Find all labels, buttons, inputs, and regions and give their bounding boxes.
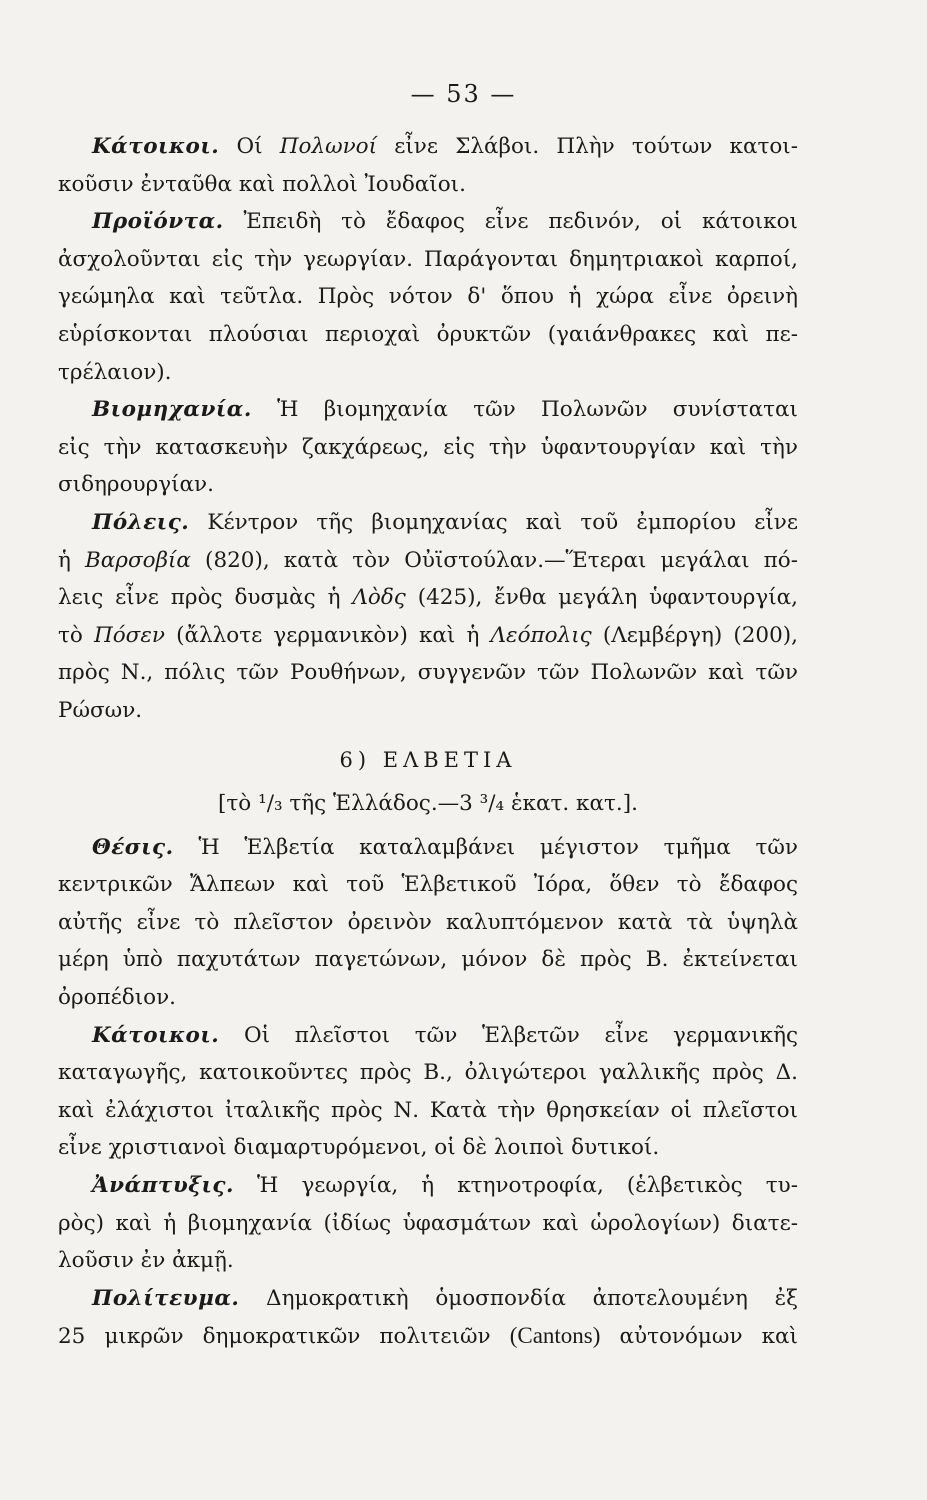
text-run: Οἱ πλεῖστοι τῶν Ἑλβετῶν εἶνε γερμανικῆς (219, 1022, 798, 1048)
text-line: ὀροπέδιον. (58, 985, 177, 1011)
text-line: λοῦσιν ἐν ἀκμῇ. (58, 1248, 234, 1274)
text-line: καὶ ἐλάχιστοι ἰταλικῆς πρὸς Ν. Κατὰ τὴν θρησκείαν οἱ πλεῖστοι (58, 1097, 798, 1123)
text-run: εἶνε Σλάβοι. Πλὴν τούτων κατοι- (377, 134, 798, 159)
paragraph-heading: Κάτοικοι. (92, 1022, 220, 1048)
text-run: λεις εἶνε πρὸς δυσμὰς ἡ (58, 585, 353, 611)
paragraph-heading: Πολίτευμα. (92, 1285, 240, 1311)
page-body (58, 128, 798, 1356)
paragraph-heading: Θέσις. (92, 834, 174, 860)
text-line (58, 542, 798, 580)
text-run: αὐτονόμων καὶ (600, 1324, 798, 1350)
text-run: 25 μικρῶν δημοκρατικῶν πολιτειῶν (58, 1324, 510, 1350)
section-note: [τὸ ¹/₃ τῆς Ἑλλάδος.—3 ³/₄ ἑκατ. κατ.]. (218, 791, 638, 817)
text-line (58, 579, 798, 617)
paragraph-thesis (58, 829, 798, 1017)
paragraph-poleis (58, 504, 798, 730)
text-run: Ἡ Ἑλβετία καταλαμβάνει μέγιστον τμῆμα τῶν (173, 834, 798, 860)
italic-term: Πολωνοί (279, 134, 378, 159)
text-line (58, 504, 798, 542)
text-line: σιδηρουργίαν. (58, 472, 214, 498)
text-run: (820), κατὰ τὸν Οὐϊστούλαν.—Ἕτεραι μεγάλαι πό- (190, 547, 798, 573)
text-line: εἶνε χριστιανοὶ διαμαρτυρόμενοι, οἱ δὲ λοιποὶ δυτικοί. (58, 1135, 660, 1161)
paragraph-politeuma (58, 1280, 798, 1356)
text-line: εἰς τὴν κατασκευὴν ζακχάρεως, εἰς τὴν ὑφαντουργίαν καὶ τὴν (58, 434, 798, 460)
paragraph-katoikoi-switzerland (58, 1017, 798, 1167)
latin-term: (Cantons) (509, 1323, 601, 1349)
paragraph-proionta (58, 203, 798, 391)
text-line: μέρη ὑπὸ παχυτάτων παγετώνων, μόνον δὲ πρὸς Β. ἐκτείνεται (58, 947, 798, 973)
text-line: αὐτῆς εἶνε τὸ πλεῖστον ὀρεινὸν καλυπτόμενον κατὰ τὰ ὑψηλὰ (58, 909, 798, 935)
text-line: ἀσχολοῦνται εἰς τὴν γεωργίαν. Παράγονται δημητριακοὶ καρποί, (58, 246, 798, 272)
paragraph-anaptyxis (58, 1167, 798, 1280)
text-line (58, 1317, 798, 1356)
text-line: εὑρίσκονται πλούσιαι περιοχαὶ ὀρυκτῶν (γαιάνθρακες καὶ πε- (58, 321, 798, 347)
text-run: (Λεμβέργη) (200), (591, 622, 798, 648)
paragraph-katoikoi-poland (58, 128, 798, 203)
section-title: 6) ΕΛΒΕΤΙΑ (339, 747, 517, 772)
text-run: Δημοκρατικὴ ὁμοσπονδία ἀποτελουμένη ἐξ (239, 1285, 798, 1311)
text-line (58, 617, 798, 655)
text-run: ἡ (58, 547, 85, 573)
text-line: κεντρικῶν Ἄλπεων καὶ τοῦ Ἑλβετικοῦ Ἰόρα, ὅθεν τὸ ἔδαφος (58, 872, 798, 898)
text-run: Ἡ βιομηχανία τῶν Πολωνῶν συνίσταται (251, 397, 798, 423)
text-line (58, 1017, 798, 1055)
text-line (58, 128, 798, 166)
text-line (58, 829, 798, 867)
text-run: τὸ (58, 622, 94, 648)
text-line: τρέλαιον). (58, 359, 172, 385)
text-run: (425), ἔνθα μεγάλη ὑφαντουργία, (405, 585, 799, 611)
page-number: — 53 — (410, 80, 517, 108)
text-line: γεώμηλα καὶ τεῦτλα. Πρὸς νότον δ' ὅπου ἡ χώρα εἶνε ὀρεινὴ (58, 284, 798, 310)
paragraph-heading: Ἀνάπτυξις. (92, 1173, 234, 1199)
italic-term: Λὸδς (352, 585, 406, 611)
paragraph-heading: Πόλεις. (92, 509, 190, 535)
text-run: Ἐπειδὴ τὸ ἔδαφος εἶνε πεδινόν, οἱ κάτοικοι (223, 209, 798, 235)
text-run: Ἡ γεωργία, ἡ κτηνοτροφία, (ἑλβετικὸς τυ- (233, 1173, 798, 1199)
text-line (58, 1167, 798, 1205)
text-line (58, 391, 798, 429)
paragraph-heading: Προϊόντα. (92, 209, 224, 235)
paragraph-heading: Βιομηχανία. (92, 397, 252, 423)
text-line: καταγωγῆς, κατοικοῦντες πρὸς Β., ὀλιγώτεροι γαλλικῆς πρὸς Δ. (58, 1060, 798, 1086)
italic-term: Λεόπολις (490, 622, 592, 648)
text-line: κοῦσιν ἐνταῦθα καὶ πολλοὶ Ἰουδαῖοι. (58, 171, 466, 197)
text-line: ρὸς) καὶ ἡ βιομηχανία (ἰδίως ὑφασμάτων καὶ ὡρολογίων) διατε- (58, 1210, 798, 1236)
italic-term: Βαρσοβία (84, 547, 191, 573)
text-line (58, 203, 798, 241)
italic-term: Πόσεν (93, 622, 165, 648)
text-line (58, 1280, 798, 1318)
text-line: Ρώσων. (58, 697, 143, 723)
paragraph-heading: Κάτοικοι. (92, 134, 220, 159)
text-run: (ἄλλοτε γερμανικὸν) καὶ ἡ (164, 622, 491, 648)
text-line: πρὸς Ν., πόλις τῶν Ρουθήνων, συγγενῶν τῶν Πολωνῶν καὶ τῶν (58, 660, 798, 686)
text-run: Κέντρον τῆς βιομηχανίας καὶ τοῦ ἐμπορίου εἶνε (189, 509, 798, 535)
text-run: Οί (219, 134, 280, 159)
paragraph-viomichania (58, 391, 798, 504)
